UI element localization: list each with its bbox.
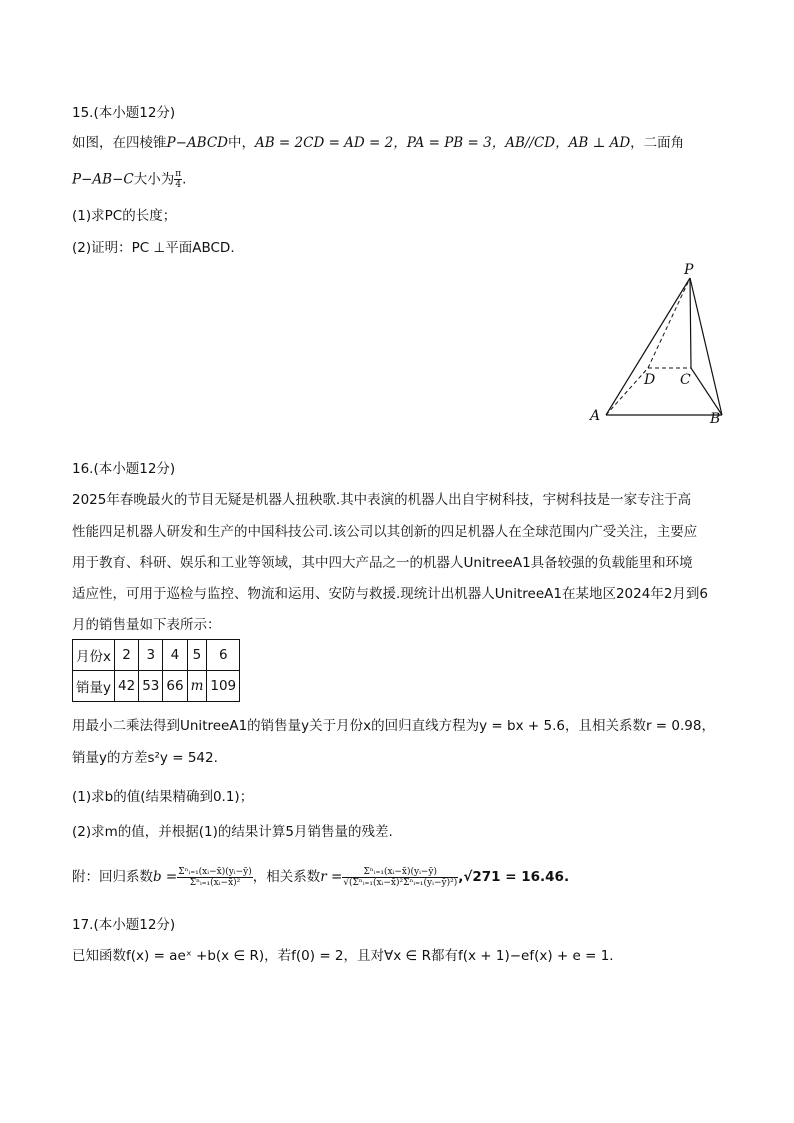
edge-PC [690,278,691,368]
q15-tail: ，二面角 [630,135,685,151]
q16-para-line1: 2025年春晚最火的节目无疑是机器人扭秧歌.其中表演的机器人出自宇树科技，宇树科技是一家专注于高 [72,492,692,508]
table-row-label-month: 月份x [73,640,115,671]
q17-header: 17.(本小题12分) [72,917,176,933]
q16-header: 16.(本小题12分) [72,461,176,477]
table-row [73,671,240,702]
frac-denominator: Σⁿᵢ₌₁(xᵢ−x̄)² [189,877,241,888]
q16-formula-note [72,866,569,888]
q15-period: . [182,171,187,188]
sales-table [72,639,240,702]
table-cell: 66 [163,671,187,702]
pyramid-figure [586,258,736,428]
q16-part1: (1)求b的值(结果精确到0.1)； [72,789,254,805]
frac-numerator: Σⁿᵢ₌₁(xᵢ−x̄)(yᵢ−ȳ) [342,867,458,878]
table-cell: 4 [163,640,187,671]
q17-statement: 已知函数f(x) = aeˣ +b(x ∈ R)，若f(0) = 2，且对∀x ∈ R都有f(x + 1)−ef(x) + e = 1. [72,948,614,964]
table-cell: 109 [207,671,240,702]
table-cell: 53 [139,671,163,702]
edge-AD-hidden [606,368,648,415]
q15-angle-text: 大小为 [133,171,175,188]
regression-coefficient-formula [177,867,253,888]
table-row-label-sales: 销量y [73,671,115,702]
edge-PD-hidden [648,278,690,368]
note-mid: ，相关系数 [252,869,321,885]
edge-PB [690,278,722,415]
q15-statement-line2 [72,169,186,190]
q15-dihedral-angle: P−AB−C [72,171,134,188]
q15-part2: (2)证明：PC ⊥平面ABCD. [72,240,235,256]
frac-numerator: Σⁿᵢ₌₁(xᵢ−x̄)(yᵢ−ȳ) [178,866,252,877]
q16-regression-line: 用最小二乘法得到UnitreeA1的销售量y关于月份x的回归直线方程为y = bx + 5.6，且相关系数r = 0.98， [72,718,715,734]
edge-PA [606,278,690,415]
label-B: B [710,411,721,427]
table-cell: 2 [115,640,139,671]
correlation-coefficient-formula [342,867,458,888]
note-b-symbol: b = [153,869,178,885]
label-P: P [684,262,694,278]
q15-conditions: AB = 2CD = AD = 2，PA = PB = 3，AB//CD，AB ⊥ AD [254,135,631,151]
q16-para-line2: 性能四足机器人研发和生产的中国科技公司.该公司以其创新的四足机器人在全球范围内广受关注，主要应 [72,524,698,540]
q15-statement-line1 [72,133,684,153]
table-cell: 6 [207,640,240,671]
table-cell: 42 [115,671,139,702]
note-prefix: 附：回归系数 [72,869,153,885]
table-cell: m [187,671,207,702]
q15-part1: (1)求PC的长度； [72,208,177,224]
q15-intro: 如图，在四棱锥 [72,135,167,151]
q15-pyramid: P−ABCD [166,135,228,151]
table-cell: 3 [139,640,163,671]
frac-numerator: π [175,169,182,179]
edge-CB [691,368,722,415]
note-r-symbol: r = [320,869,343,885]
q16-para-line4: 适应性，可用于巡检与监控、物流和运用、安防与救援.现统计出机器人UnitreeA1在某地区2024年2月到6 [72,586,708,602]
table-cell: 5 [187,640,207,671]
q16-para-line3: 用于教育、科研、娱乐和工业等领域，其中四大产品之一的机器人UnitreeA1具备较强的负载能里和环境 [72,555,693,571]
frac-denominator: √(Σⁿᵢ₌₁(xᵢ−x̄)²Σⁿᵢ₌₁(yᵢ−ȳ)²) [343,877,458,888]
q15-header: 15.(本小题12分) [72,105,176,121]
q15-mid: 中， [227,135,255,151]
frac-denominator: 4 [175,180,182,190]
q15-angle-fraction [174,169,182,190]
table-row [73,640,240,671]
note-sqrt-value: ,√271 = 16.46. [458,869,570,885]
q16-para-line5: 月的销售量如下表所示： [72,617,221,633]
q16-variance-line: 销量y的方差s²y = 542. [72,750,218,766]
label-D: D [644,372,656,388]
label-A: A [590,408,601,424]
label-C: C [680,372,691,388]
q16-part2: (2)求m的值，并根据(1)的结果计算5月销售量的残差. [72,824,393,840]
